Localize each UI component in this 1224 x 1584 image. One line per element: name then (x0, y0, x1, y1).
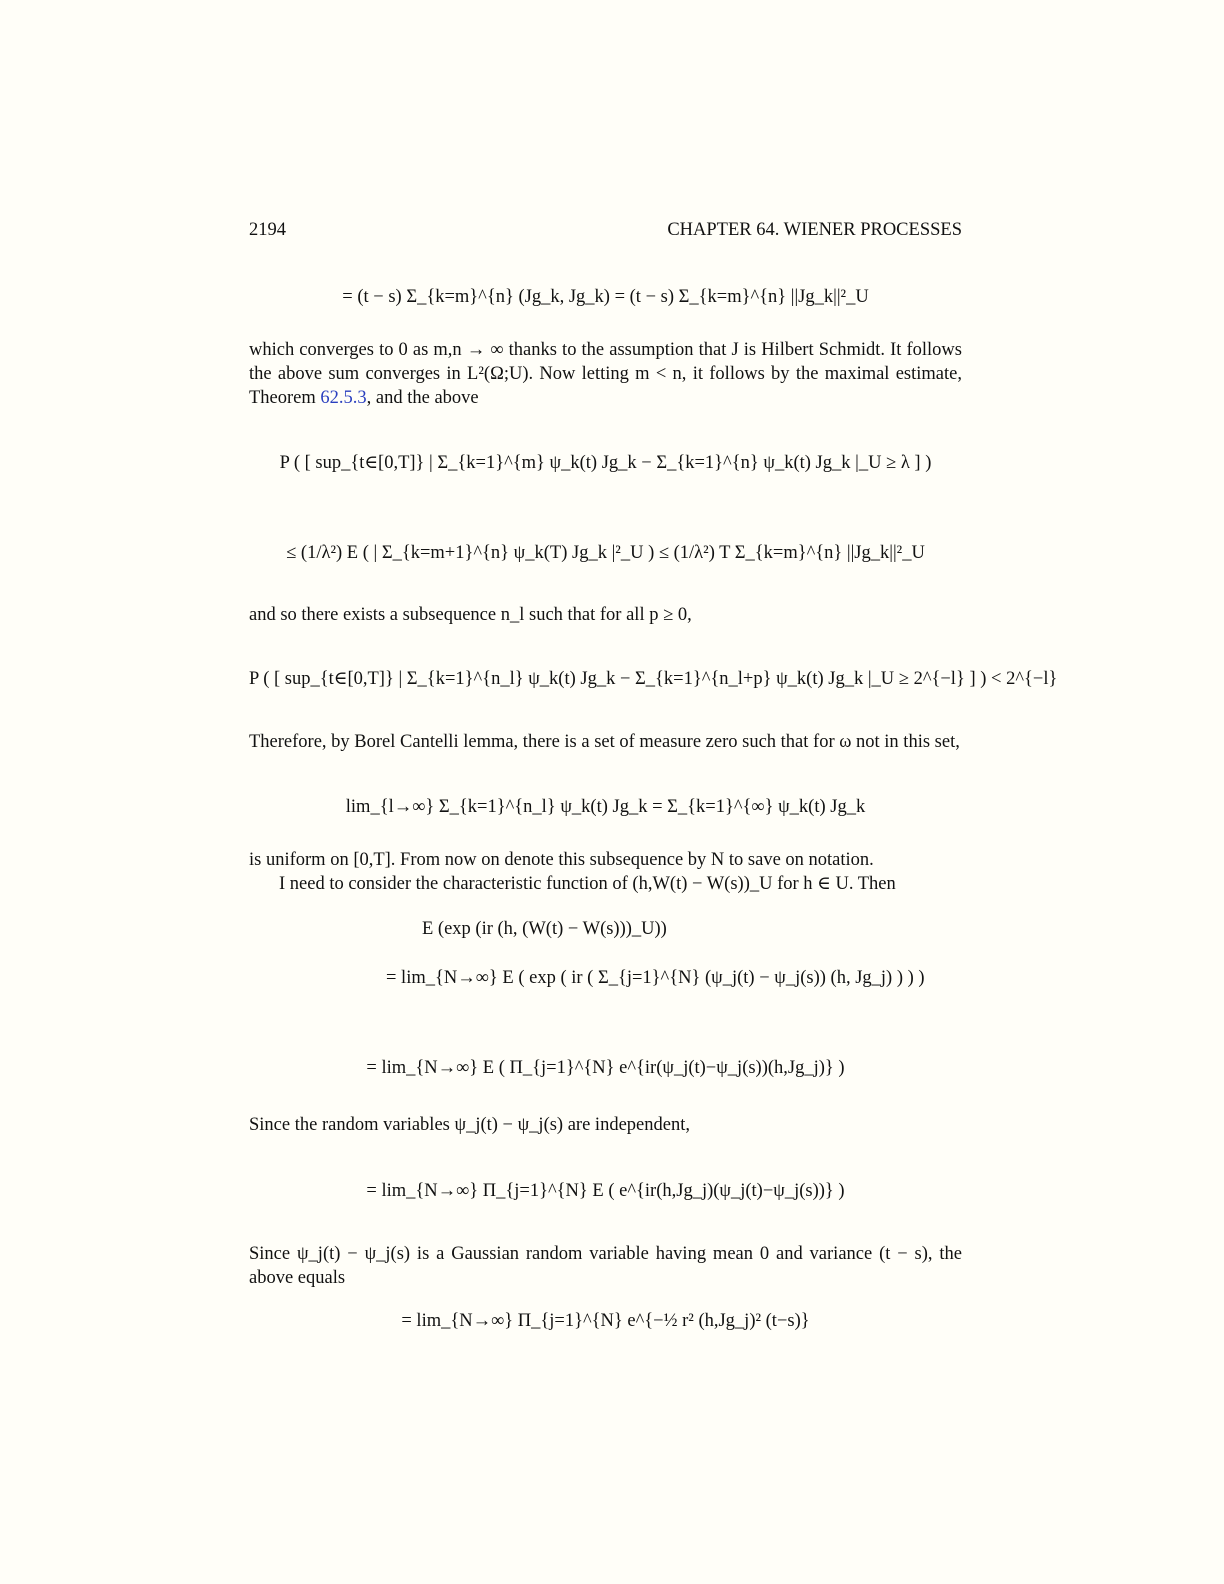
paragraph-7: Since ψ_j(t) − ψ_j(s) is a Gaussian random variable having mean 0 and variance (t − s), the above equals (249, 1244, 962, 1288)
paragraph-1 (249, 338, 962, 410)
paragraph-5: I need to consider the characteristic function of (h,W(t) − W(s))_U for h ∈ U. Then (279, 874, 896, 894)
equation-4: P ( [ sup_{t∈[0,T]} | Σ_{k=1}^{n_l} ψ_k(t) Jg_k − Σ_{k=1}^{n_l+p} ψ_k(t) Jg_k |_U ≥ 2^{−l} ] ) < 2^{−l} (249, 669, 1058, 689)
equation-8: = lim_{N→∞} E ( Π_{j=1}^{N} e^{ir(ψ_j(t)−ψ_j(s))(h,Jg_j)} ) (366, 1058, 845, 1078)
page-number: 2194 (249, 220, 286, 240)
equation-3: ≤ (1/λ²) E ( | Σ_{k=m+1}^{n} ψ_k(T) Jg_k |²_U ) ≤ (1/λ²) T Σ_{k=m}^{n} ||Jg_k||²_U (286, 543, 925, 563)
paragraph-6: Since the random variables ψ_j(t) − ψ_j(s) are independent, (249, 1115, 690, 1135)
paragraph-3: Therefore, by Borel Cantelli lemma, there is a set of measure zero such that for ω not in this set, (249, 732, 960, 752)
equation-2: P ( [ sup_{t∈[0,T]} | Σ_{k=1}^{m} ψ_k(t) Jg_k − Σ_{k=1}^{n} ψ_k(t) Jg_k |_U ≥ λ ] ) (279, 453, 932, 473)
paragraph-4: is uniform on [0,T]. From now on denote this subsequence by N to save on notation. (249, 850, 874, 870)
theorem-link[interactable]: 62.5.3 (320, 388, 367, 408)
equation-7: = lim_{N→∞} E ( exp ( ir ( Σ_{j=1}^{N} (ψ_j(t) − ψ_j(s)) (h, Jg_j) ) ) ) (386, 968, 925, 988)
equation-1: = (t − s) Σ_{k=m}^{n} (Jg_k, Jg_k) = (t − s) Σ_{k=m}^{n} ||Jg_k||²_U (342, 287, 869, 307)
equation-10: = lim_{N→∞} Π_{j=1}^{N} e^{−½ r² (h,Jg_j)² (t−s)} (401, 1311, 810, 1331)
paragraph-1-tail: , and the above (366, 388, 479, 408)
equation-6: E (exp (ir (h, (W(t) − W(s)))_U)) (422, 919, 667, 939)
equation-9: = lim_{N→∞} Π_{j=1}^{N} E ( e^{ir(h,Jg_j)(ψ_j(t)−ψ_j(s))} ) (366, 1181, 845, 1201)
equation-5: lim_{l→∞} Σ_{k=1}^{n_l} ψ_k(t) Jg_k = Σ_{k=1}^{∞} ψ_k(t) Jg_k (345, 797, 866, 817)
paragraph-1-text: which converges to 0 as m,n → ∞ thanks to the assumption that J is Hilbert Schmidt. It follows the above sum converges in L²(Ω;U). Now letting m < n, it follows by the maximal estimate, Theorem (249, 340, 962, 408)
running-header: CHAPTER 64. WIENER PROCESSES (667, 220, 962, 240)
paragraph-2: and so there exists a subsequence n_l such that for all p ≥ 0, (249, 605, 692, 625)
